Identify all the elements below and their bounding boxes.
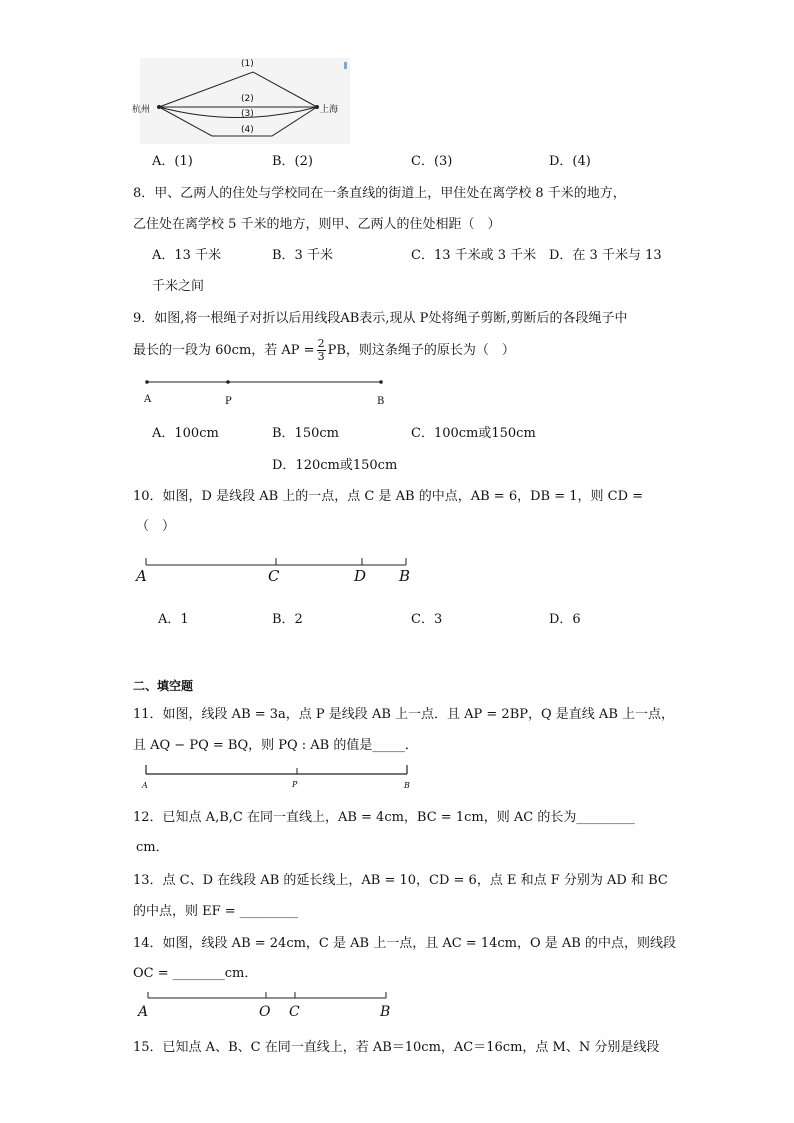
q11-text-line2: 且 AQ − PQ = BQ，则 PQ : AB 的值是_____． [133, 738, 418, 753]
q8-text-line1: 8．甲、乙两人的住处与学校同在一条直线的街道上，甲住处在离学校 8 千米的地方， [133, 186, 626, 201]
q10-label-b: B [399, 567, 411, 585]
q14-label-c: C [289, 1004, 300, 1020]
q7-option-a[interactable]: A．(1) [152, 154, 193, 169]
diagram-marker [344, 62, 347, 69]
q13-text-line1: 13．点 C、D 在线段 AB 的延长线上，AB = 10，CD = 6，点 E 和点 F 分别为 AD 和 BC [133, 873, 668, 888]
q8-option-a[interactable]: A．13 千米 [152, 248, 222, 263]
q10-label-d: D [354, 567, 367, 585]
q11-segment-figure [140, 764, 415, 778]
q7-option-b[interactable]: B．(2) [272, 154, 313, 169]
q9-text-line2-end: PB，则这条绳子的原长为（ ） [327, 343, 515, 358]
q8-option-d-wrap: 千米之间 [152, 279, 205, 294]
q9-option-a[interactable]: A．100cm [152, 426, 219, 441]
q10-option-a[interactable]: A．1 [158, 612, 189, 627]
fraction-numerator: 2 [317, 337, 325, 350]
q11-label-p: P [292, 780, 298, 789]
route-4-label: (4) [241, 125, 254, 135]
q10-text-line1: 10．如图，D 是线段 AB 上的一点，点 C 是 AB 的中点，AB = 6，DB = 1，则 CD = [133, 489, 644, 504]
q9-option-d[interactable]: D．120cm或150cm [272, 458, 398, 473]
q14-segment-figure [140, 991, 395, 1003]
q10-option-b[interactable]: B．2 [272, 612, 303, 627]
q7-option-c[interactable]: C．(3) [411, 154, 453, 169]
q10-option-d[interactable]: D．6 [549, 612, 581, 627]
q9-segment-figure [140, 376, 390, 388]
q9-point-p [226, 380, 230, 384]
q9-label-a: A [144, 394, 152, 405]
q12-text-line1: 12．已知点 A,B,C 在同一直线上，AB = 4cm，BC = 1cm，则 AC 的长为_________ [133, 810, 635, 825]
q8-text-line2: 乙住处在离学校 5 千米的地方，则甲、乙两人的住处相距（ ） [133, 217, 501, 232]
q9-point-a [145, 380, 149, 384]
route-2-label: (2) [241, 94, 254, 104]
q14-label-a: A [138, 1004, 149, 1020]
q11-label-b: B [404, 781, 410, 790]
q9-text-line1: 9．如图,将一根绳子对折以后用线段AB表示,现从 P处将绳子剪断,剪断后的各段绳子中 [133, 311, 628, 326]
q14-label-o: O [259, 1004, 271, 1020]
fraction-two-thirds [317, 338, 326, 363]
q9-option-b[interactable]: B．150cm [272, 426, 339, 441]
q11-text-line1: 11．如图，线段 AB = 3a，点 P 是线段 AB 上一点．且 AP = 2BP，Q 是直线 AB 上一点， [133, 707, 675, 722]
q10-text-line2: （ ） [136, 519, 176, 534]
q8-option-d[interactable]: D．在 3 千米与 13 [549, 248, 662, 263]
q11-label-a: A [142, 781, 148, 790]
q10-label-c: C [268, 567, 280, 585]
q14-text-line1: 14．如图，线段 AB = 24cm，C 是 AB 上一点，且 AC = 14cm，O 是 AB 的中点，则线段 [133, 936, 676, 951]
q9-text-line2 [133, 334, 515, 368]
right-city-label: 上海 [320, 105, 339, 115]
route-3-label: (3) [241, 109, 254, 119]
q8-option-c[interactable]: C．13 千米或 3 千米 [411, 248, 537, 263]
q9-text-line2-start: 最长的一段为 60cm，若 AP = [133, 343, 315, 358]
right-city-dot [315, 105, 319, 109]
left-city-label: 杭州 [132, 105, 151, 115]
q10-option-c[interactable]: C．3 [411, 612, 443, 627]
q9-option-c[interactable]: C．100cm或150cm [411, 426, 536, 441]
q8-option-b[interactable]: B．3 千米 [272, 248, 333, 263]
fraction-denominator: 3 [317, 350, 325, 363]
q14-label-b: B [380, 1004, 391, 1020]
q9-point-b [379, 380, 383, 384]
q12-text-line2: cm． [136, 840, 169, 855]
q7-option-d[interactable]: D．(4) [549, 154, 591, 169]
q13-text-line2: 的中点，则 EF = _________ [133, 904, 299, 919]
q15-text-line1: 15．已知点 A、B、C 在同一直线上，若 AB＝10cm，AC＝16cm，点 M、N 分别是线段 [133, 1040, 660, 1055]
q9-label-b: B [377, 396, 385, 407]
q10-label-a: A [136, 567, 147, 585]
q9-label-p: P [225, 396, 232, 407]
q14-text-line2: OC = ________cm． [133, 966, 258, 981]
route-1-label: (1) [241, 59, 254, 69]
left-city-dot [157, 105, 161, 109]
section-heading: 二、填空题 [133, 679, 194, 693]
